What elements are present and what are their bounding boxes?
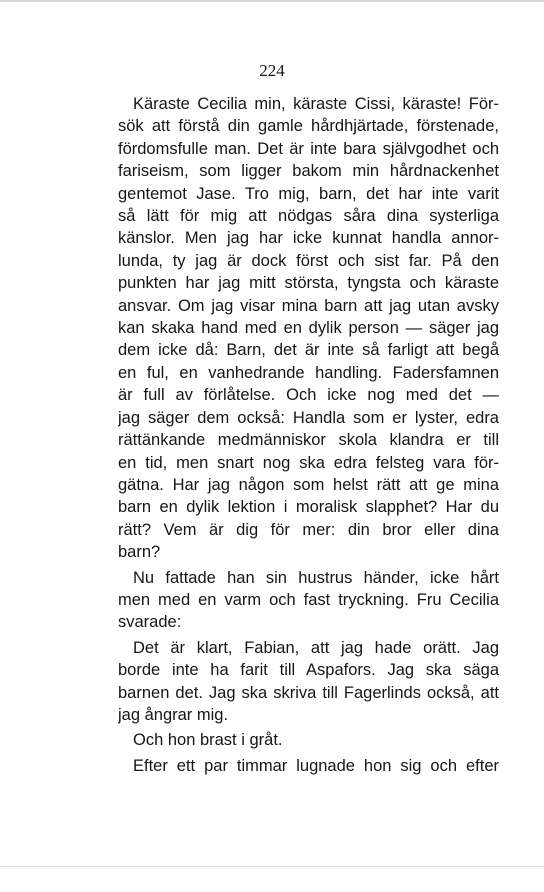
page-number: 224 [259,61,285,80]
top-edge-rule [0,0,544,2]
text-line: barn en dylik lektion i moralisk slapphet? Har du [118,498,499,517]
text-line: jag säger dem också: Handla som er lyster, edra [118,408,499,427]
text-line: rätt? Vem är dig för mer: din bror eller dina [118,520,499,539]
text-line: sök att förstå din gamle hårdhjärtade, förstenade, [118,117,499,136]
bottom-edge-rule [0,866,544,867]
text-line: Och hon brast i gråt. [133,731,283,750]
text-line: jag ångrar mig. [118,705,229,724]
paragraph-3 [118,637,499,727]
text-line: fördomsfulle man. Det är inte bara självgodhet och [118,139,499,158]
text-line: Käraste Cecilia min, käraste Cissi, käraste! För- [133,95,499,113]
paragraph-5 [118,755,499,777]
text-line: svarade: [118,613,182,632]
text-line: gentemot Jase. Tro mig, barn, det har inte varit [118,184,499,203]
text-line: lunda, ty jag är dock först och sist far. På den [118,251,499,270]
text-line: är full av förlåtelse. Och icke nog med det — [118,386,499,405]
text-line: en tid, men snart nog ska edra felsteg vara för- [118,453,499,472]
text-line: barnen det. Jag ska skriva till Fagerlinds också, att [118,683,499,702]
text-line: men med en varm och fast tryckning. Fru Cecilia [118,590,499,609]
text-line: Nu fattade han sin hustrus händer, icke hårt [133,568,499,587]
text-line: Det är klart, Fabian, att jag hade orätt. Jag [133,638,499,657]
text-line: fariseism, som ligger bakom min hårdnackenhet [118,162,499,181]
paragraph-1 [118,93,499,564]
body-text [118,93,499,777]
text-line: gätna. Har jag någon som helst rätt att ge mina [118,475,499,494]
text-line: ansvar. Om jag visar mina barn att jag utan avsky [118,296,499,315]
text-line: rättänkande medmänniskor skola klandra er till [118,431,499,450]
paragraph-4 [118,729,499,751]
text-line: dem icke då: Barn, det är inte så farligt att begå [118,341,499,360]
paragraph-2 [118,567,499,634]
text-line: känslor. Men jag har icke kunnat handla annor- [118,229,499,248]
text-line: Efter ett par timmar lugnade hon sig och efter [133,756,499,775]
text-line: kan skaka hand med en dylik person — säger jag [118,319,499,338]
text-line: så lätt för mig att nödgas såra dina systerliga [118,207,499,226]
text-line: punkten har jag mitt största, tyngsta och käraste [118,274,499,293]
text-line: borde inte ha farit till Aspafors. Jag ska säga [118,661,499,680]
text-line: en ful, en vanhedrande handling. Fadersfamnen [118,363,499,382]
text-line: barn? [118,543,161,562]
